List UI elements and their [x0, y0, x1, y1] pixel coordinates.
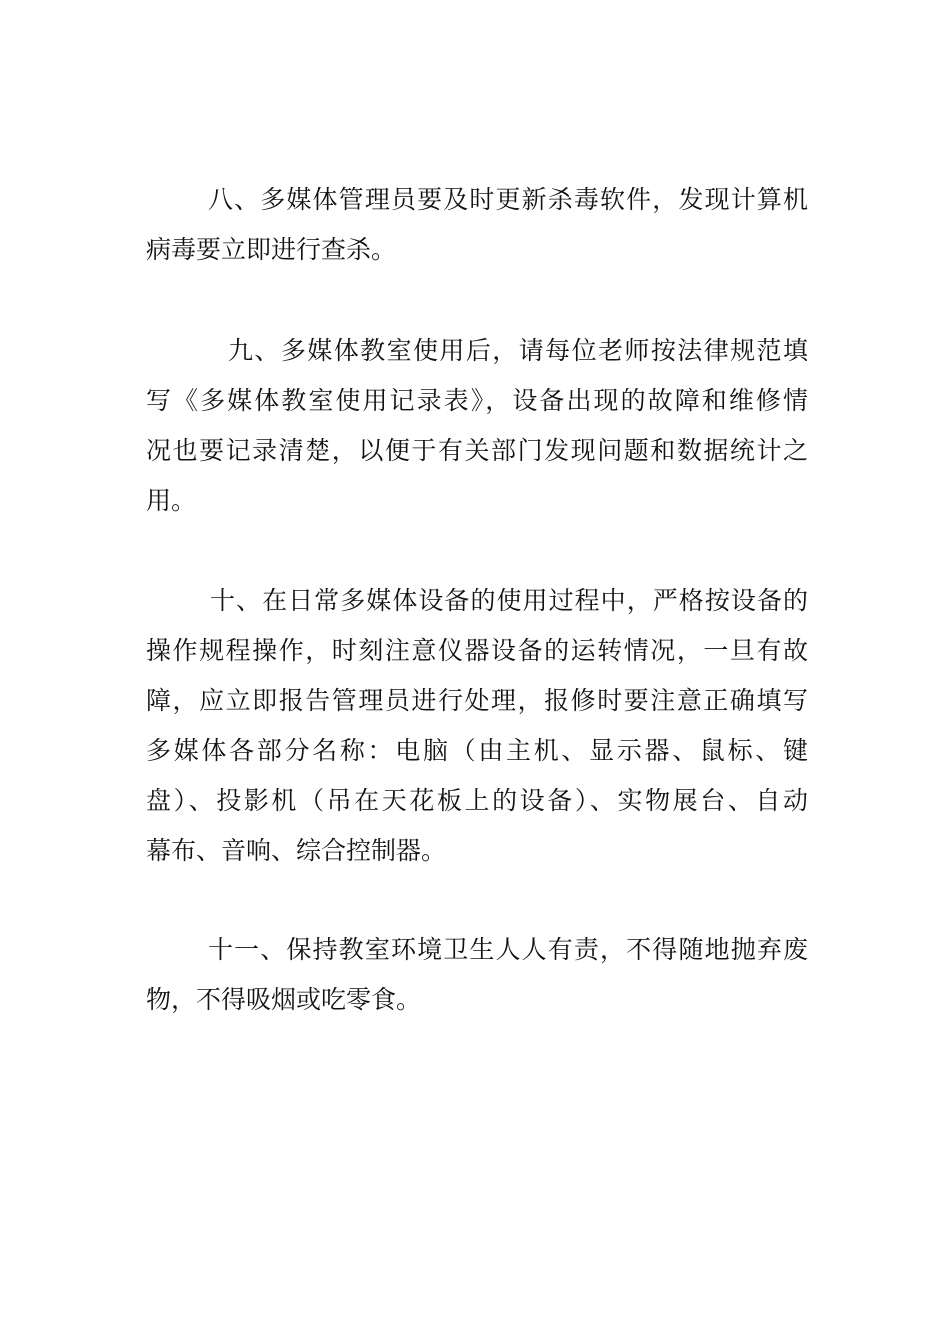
- paragraph-line: 幕布、音响、综合控制器。: [146, 836, 447, 865]
- paragraph-line: 多媒体各部分名称：电脑（由主机、显示器、鼠标、键: [146, 736, 808, 765]
- paragraph-line: 盘）、投影机（吊在天花板上的设备）、实物展台、自动: [146, 786, 808, 815]
- rule-paragraph-8: [146, 175, 808, 275]
- paragraph-line: 用。: [146, 486, 197, 515]
- rule-paragraph-9: [146, 326, 808, 526]
- paragraph-line: 况也要记录清楚，以便于有关部门发现问题和数据统计之: [146, 436, 808, 465]
- paragraph-line: 障，应立即报告管理员进行处理，报修时要注意正确填写: [146, 686, 808, 715]
- rule-paragraph-10: [146, 576, 808, 876]
- paragraph-line: 病毒要立即进行查杀。: [146, 235, 397, 264]
- paragraph-line: 写《多媒体教室使用记录表》，设备出现的故障和维修情: [146, 386, 808, 415]
- paragraph-line: 十、在日常多媒体设备的使用过程中，严格按设备的: [210, 586, 808, 615]
- paragraph-line: 物，不得吸烟或吃零食。: [146, 985, 422, 1014]
- paragraph-line: 十一、保持教室环境卫生人人有责，不得随地抛弃废: [208, 935, 808, 964]
- paragraph-line: 八、多媒体管理员要及时更新杀毒软件，发现计算机: [208, 185, 808, 214]
- paragraph-line: 操作规程操作，时刻注意仪器设备的运转情况，一旦有故: [146, 636, 808, 665]
- paragraph-line: 九、多媒体教室使用后，请每位老师按法律规范填: [228, 336, 808, 365]
- rule-paragraph-11: [146, 925, 808, 1025]
